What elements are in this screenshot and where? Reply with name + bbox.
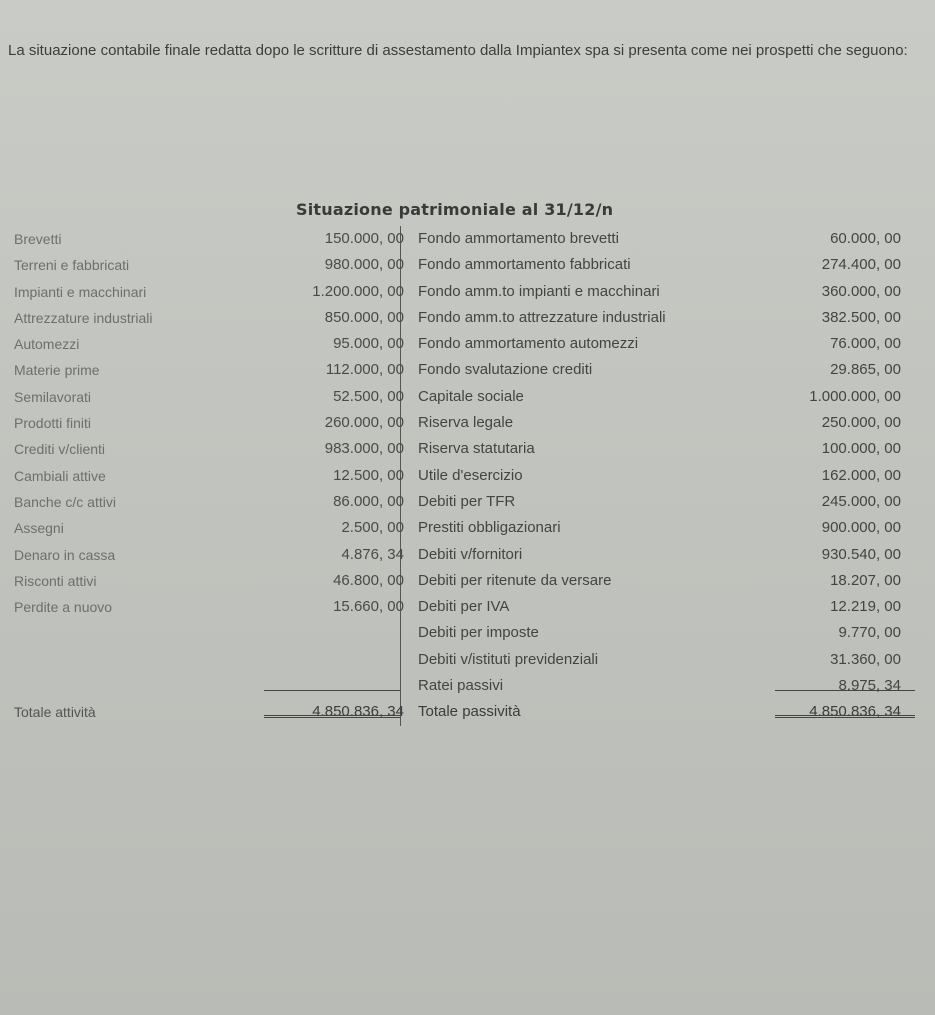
table-row [10, 594, 918, 620]
liability-value: 76.000, 00 [830, 335, 901, 353]
liability-value: 900.000, 00 [821, 519, 901, 537]
table-row [10, 410, 918, 436]
asset-name: Materie prime [14, 362, 100, 379]
liability-value: 274.400, 00 [821, 256, 901, 274]
liability-name: Ratei passivi [418, 677, 504, 695]
total-assets-value: 4.850.836, 34 [312, 703, 404, 721]
liability-name: Debiti per ritenute da versare [418, 571, 612, 589]
asset-name: Assegni [14, 520, 64, 537]
liability-value: 245.000, 00 [821, 492, 901, 510]
asset-value: 2.500, 00 [341, 519, 404, 537]
asset-name: Cambiali attive [14, 467, 106, 484]
liability-value: 60.000, 00 [830, 230, 901, 247]
liability-value: 162.000, 00 [821, 466, 901, 484]
liability-value: 382.500, 00 [821, 308, 901, 326]
liability-name: Fondo svalutazione crediti [418, 361, 593, 379]
total-assets-label: Totale attività [14, 704, 96, 721]
asset-value: 150.000, 00 [324, 230, 404, 247]
asset-name [14, 620, 264, 646]
asset-value: 46.800, 00 [333, 571, 404, 589]
balance-sheet-rows [10, 226, 918, 699]
asset-value: 1.200.000, 00 [312, 282, 404, 300]
asset-name [14, 673, 264, 699]
asset-name: Brevetti [14, 231, 62, 247]
liability-name: Debiti v/istituti previdenziali [418, 650, 599, 668]
liability-name: Debiti v/fornitori [418, 545, 523, 563]
table-row [10, 305, 918, 331]
liability-name: Fondo ammortamento fabbricati [418, 256, 631, 274]
asset-value: 112.000, 00 [325, 361, 404, 379]
asset-value: 260.000, 00 [324, 414, 404, 432]
table-row [10, 252, 918, 278]
liability-value: 1.000.000, 00 [809, 387, 901, 405]
liability-name: Capitale sociale [418, 387, 524, 405]
liability-name: Debiti per TFR [418, 492, 516, 510]
table-row [10, 515, 918, 541]
liability-name: Debiti per IVA [418, 598, 510, 616]
liability-name: Fondo amm.to attrezzature industriali [418, 308, 666, 326]
table-row [10, 647, 918, 673]
total-liabilities-underline [775, 690, 915, 718]
total-assets-underline [264, 690, 400, 718]
asset-value [264, 620, 410, 646]
liability-value: 29.865, 00 [830, 361, 901, 379]
asset-value: 983.000, 00 [324, 440, 404, 458]
liability-name: Riserva statutaria [418, 440, 535, 458]
liability-name: Riserva legale [418, 414, 514, 432]
table-row [10, 279, 918, 305]
table-row [10, 542, 918, 568]
asset-value: 95.000, 00 [333, 335, 404, 353]
asset-value: 980.000, 00 [324, 256, 404, 274]
asset-value: 4.876, 34 [341, 545, 404, 563]
asset-value: 86.000, 00 [333, 492, 404, 510]
asset-name: Impianti e macchinari [14, 283, 147, 300]
total-liabilities-value: 4.850.836, 34 [809, 703, 901, 721]
asset-name: Banche c/c attivi [14, 493, 116, 510]
liability-value: 18.207, 00 [830, 571, 901, 589]
table-row [10, 568, 918, 594]
asset-value: 52.500, 00 [333, 387, 404, 405]
liability-name: Prestiti obbligazionari [418, 519, 561, 537]
balance-sheet-table [10, 226, 918, 726]
asset-name: Denaro in cassa [14, 546, 116, 563]
liability-name: Utile d'esercizio [418, 466, 523, 484]
asset-name: Perdite a nuovo [14, 599, 113, 616]
liability-value: 930.540, 00 [821, 545, 901, 563]
asset-name: Automezzi [14, 336, 80, 353]
asset-name: Prodotti finiti [14, 415, 92, 432]
table-row [10, 463, 918, 489]
asset-value [264, 647, 410, 673]
table-row [10, 357, 918, 383]
asset-name [14, 647, 264, 673]
balance-sheet-title: Situazione patrimoniale al 31/12/n [296, 200, 614, 219]
intro-paragraph: La situazione contabile finale redatta dopo le scritture di assestamento dalla Impiantex spa si presenta come nei prospetti che seguono: [8, 42, 908, 59]
table-row [10, 436, 918, 462]
asset-name: Crediti v/clienti [14, 441, 106, 458]
asset-value: 15.660, 00 [333, 598, 404, 616]
liability-value: 31.360, 00 [830, 650, 901, 668]
table-row [10, 384, 918, 410]
asset-name: Terreni e fabbricati [14, 257, 130, 274]
liability-name: Fondo amm.to impianti e macchinari [418, 282, 660, 300]
table-row [10, 226, 918, 252]
asset-value: 850.000, 00 [324, 308, 404, 326]
table-row [10, 620, 918, 646]
asset-value: 12.500, 00 [333, 466, 404, 484]
asset-name: Risconti attivi [14, 572, 97, 589]
liability-name: Fondo ammortamento brevetti [418, 230, 619, 247]
liability-value: 9.770, 00 [838, 624, 901, 642]
total-liabilities-label: Totale passività [418, 703, 521, 721]
table-row [10, 331, 918, 357]
liability-name: Fondo ammortamento automezzi [418, 335, 639, 353]
liability-value: 360.000, 00 [821, 282, 901, 300]
liability-value: 250.000, 00 [821, 414, 901, 432]
asset-name: Semilavorati [14, 388, 92, 405]
liability-name: Debiti per imposte [418, 624, 539, 642]
asset-name: Attrezzature industriali [14, 309, 153, 326]
table-row [10, 489, 918, 515]
liability-value: 100.000, 00 [821, 440, 901, 458]
liability-value: 8.975, 34 [838, 677, 901, 695]
liability-value: 12.219, 00 [830, 598, 901, 616]
